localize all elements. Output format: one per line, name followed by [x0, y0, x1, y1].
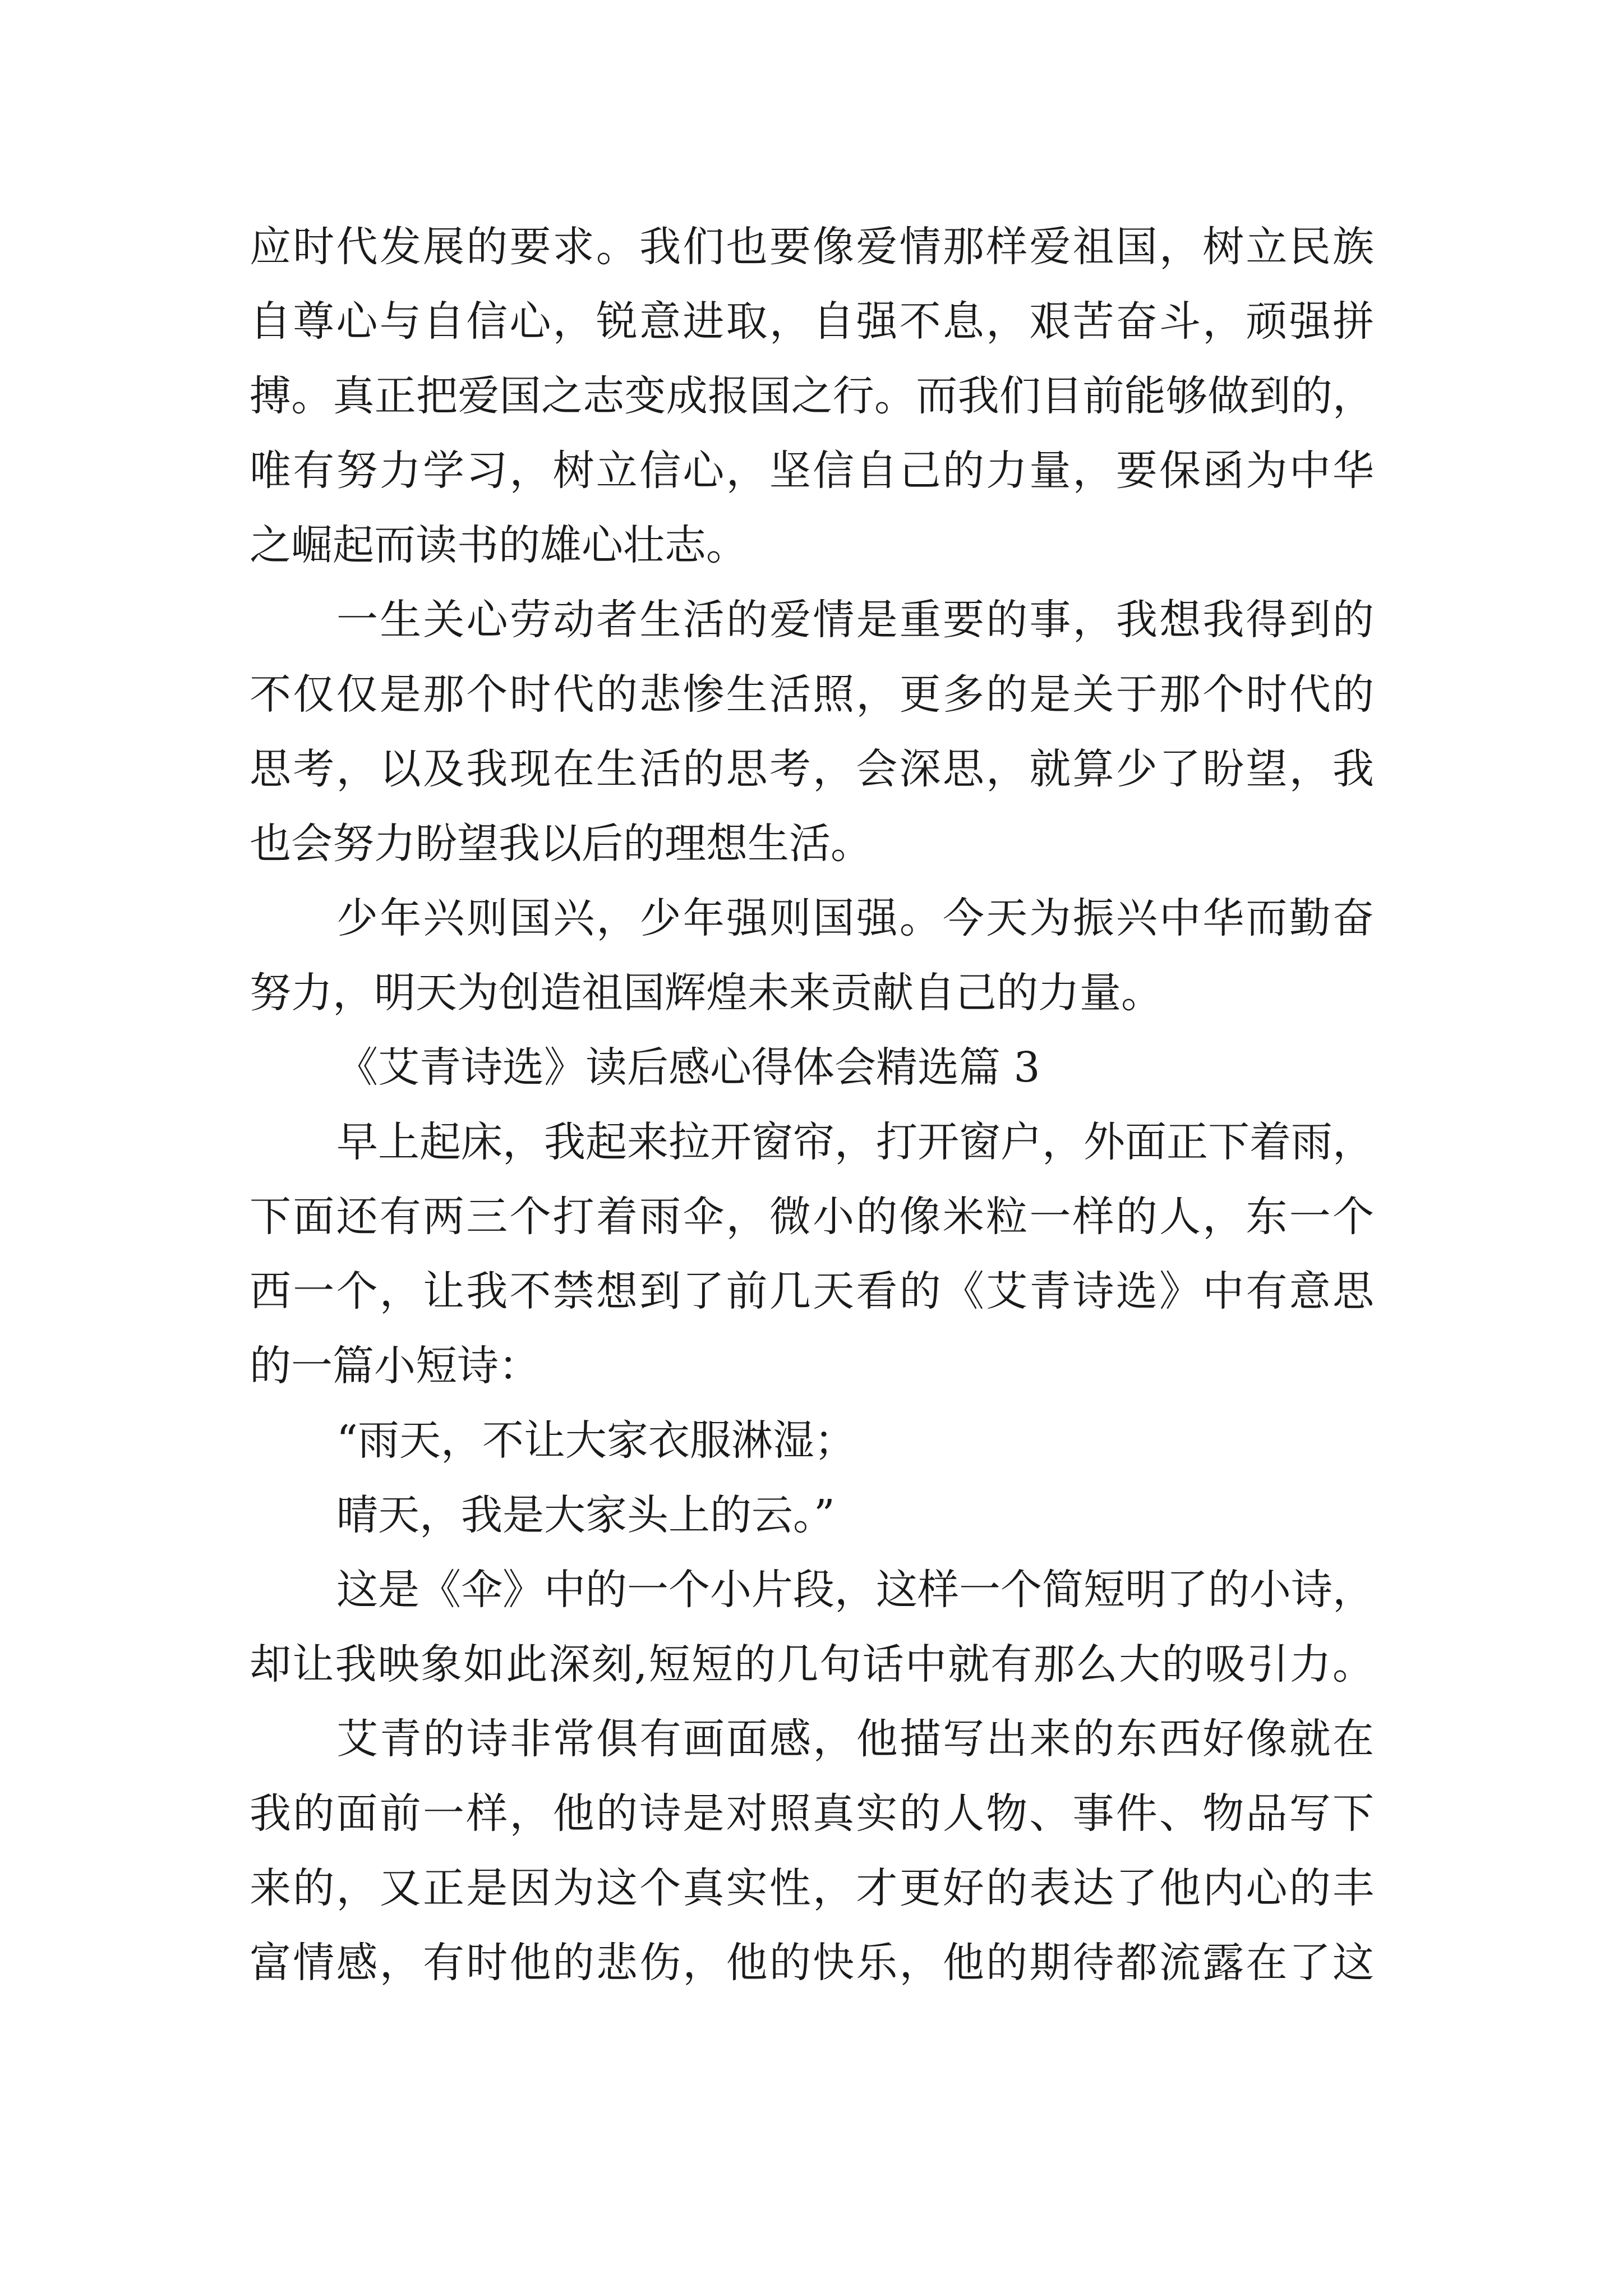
text-line: 自尊心与自信心，锐意进取，自强不息，艰苦奋斗，顽强拼	[250, 297, 1374, 346]
text-line: 搏。真正把爱国之志变成报国之行。而我们目前能够做到的，	[250, 372, 1374, 420]
text-line: 却让我映象如此深刻,短短的几句话中就有那么大的吸引力。	[250, 1640, 1374, 1688]
paragraph-first-line: 一生关心劳动者生活的爱情是重要的事，我想我得到的	[336, 596, 1374, 644]
text-line: 我的面前一样，他的诗是对照真实的人物、事件、物品写下	[250, 1789, 1374, 1838]
text-line: 下面还有两三个打着雨伞，微小的像米粒一样的人，东一个	[250, 1193, 1374, 1241]
text-line: 之崛起而读书的雄心壮志。	[250, 521, 748, 569]
paragraph-first-line: 早上起床，我起来拉开窗帘，打开窗户，外面正下着雨，	[336, 1118, 1374, 1166]
paragraph-first-line: 艾青的诗非常俱有画面感，他描写出来的东西好像就在	[336, 1715, 1374, 1763]
text-line: 思考，以及我现在生活的思考，会深思，就算少了盼望，我	[250, 745, 1374, 793]
poem-line: 晴天，我是大家头上的云。”	[336, 1491, 835, 1539]
text-line: 唯有努力学习，树立信心，坚信自己的力量，要保函为中华	[250, 447, 1374, 495]
text-line: 不仅仅是那个时代的悲惨生活照，更多的是关于那个时代的	[250, 670, 1374, 719]
text-line: 努力，明天为创造祖国辉煌未来贡献自己的力量。	[250, 969, 1163, 1017]
section-title: 《艾青诗选》读后感心得体会精选篇 3	[336, 1043, 1040, 1092]
paragraph-first-line: 这是《伞》中的一个小片段，这样一个简短明了的小诗，	[336, 1566, 1374, 1614]
text-line: 富情感，有时他的悲伤，他的快乐，他的期待都流露在了这	[250, 1939, 1374, 1987]
paragraph-first-line: 少年兴则国兴，少年强则国强。今天为振兴中华而勤奋	[336, 894, 1374, 942]
text-line: 应时代发展的要求。我们也要像爱情那样爱祖国，树立民族	[250, 223, 1374, 271]
text-line: 的一篇小短诗：	[250, 1342, 540, 1390]
text-line: 西一个，让我不禁想到了前几天看的《艾青诗选》中有意思	[250, 1267, 1374, 1315]
poem-line: “雨天，不让大家衣服淋湿；	[336, 1416, 856, 1465]
text-line: 来的，又正是因为这个真实性，才更好的表达了他内心的丰	[250, 1864, 1374, 1912]
text-line: 也会努力盼望我以后的理想生活。	[250, 820, 872, 868]
